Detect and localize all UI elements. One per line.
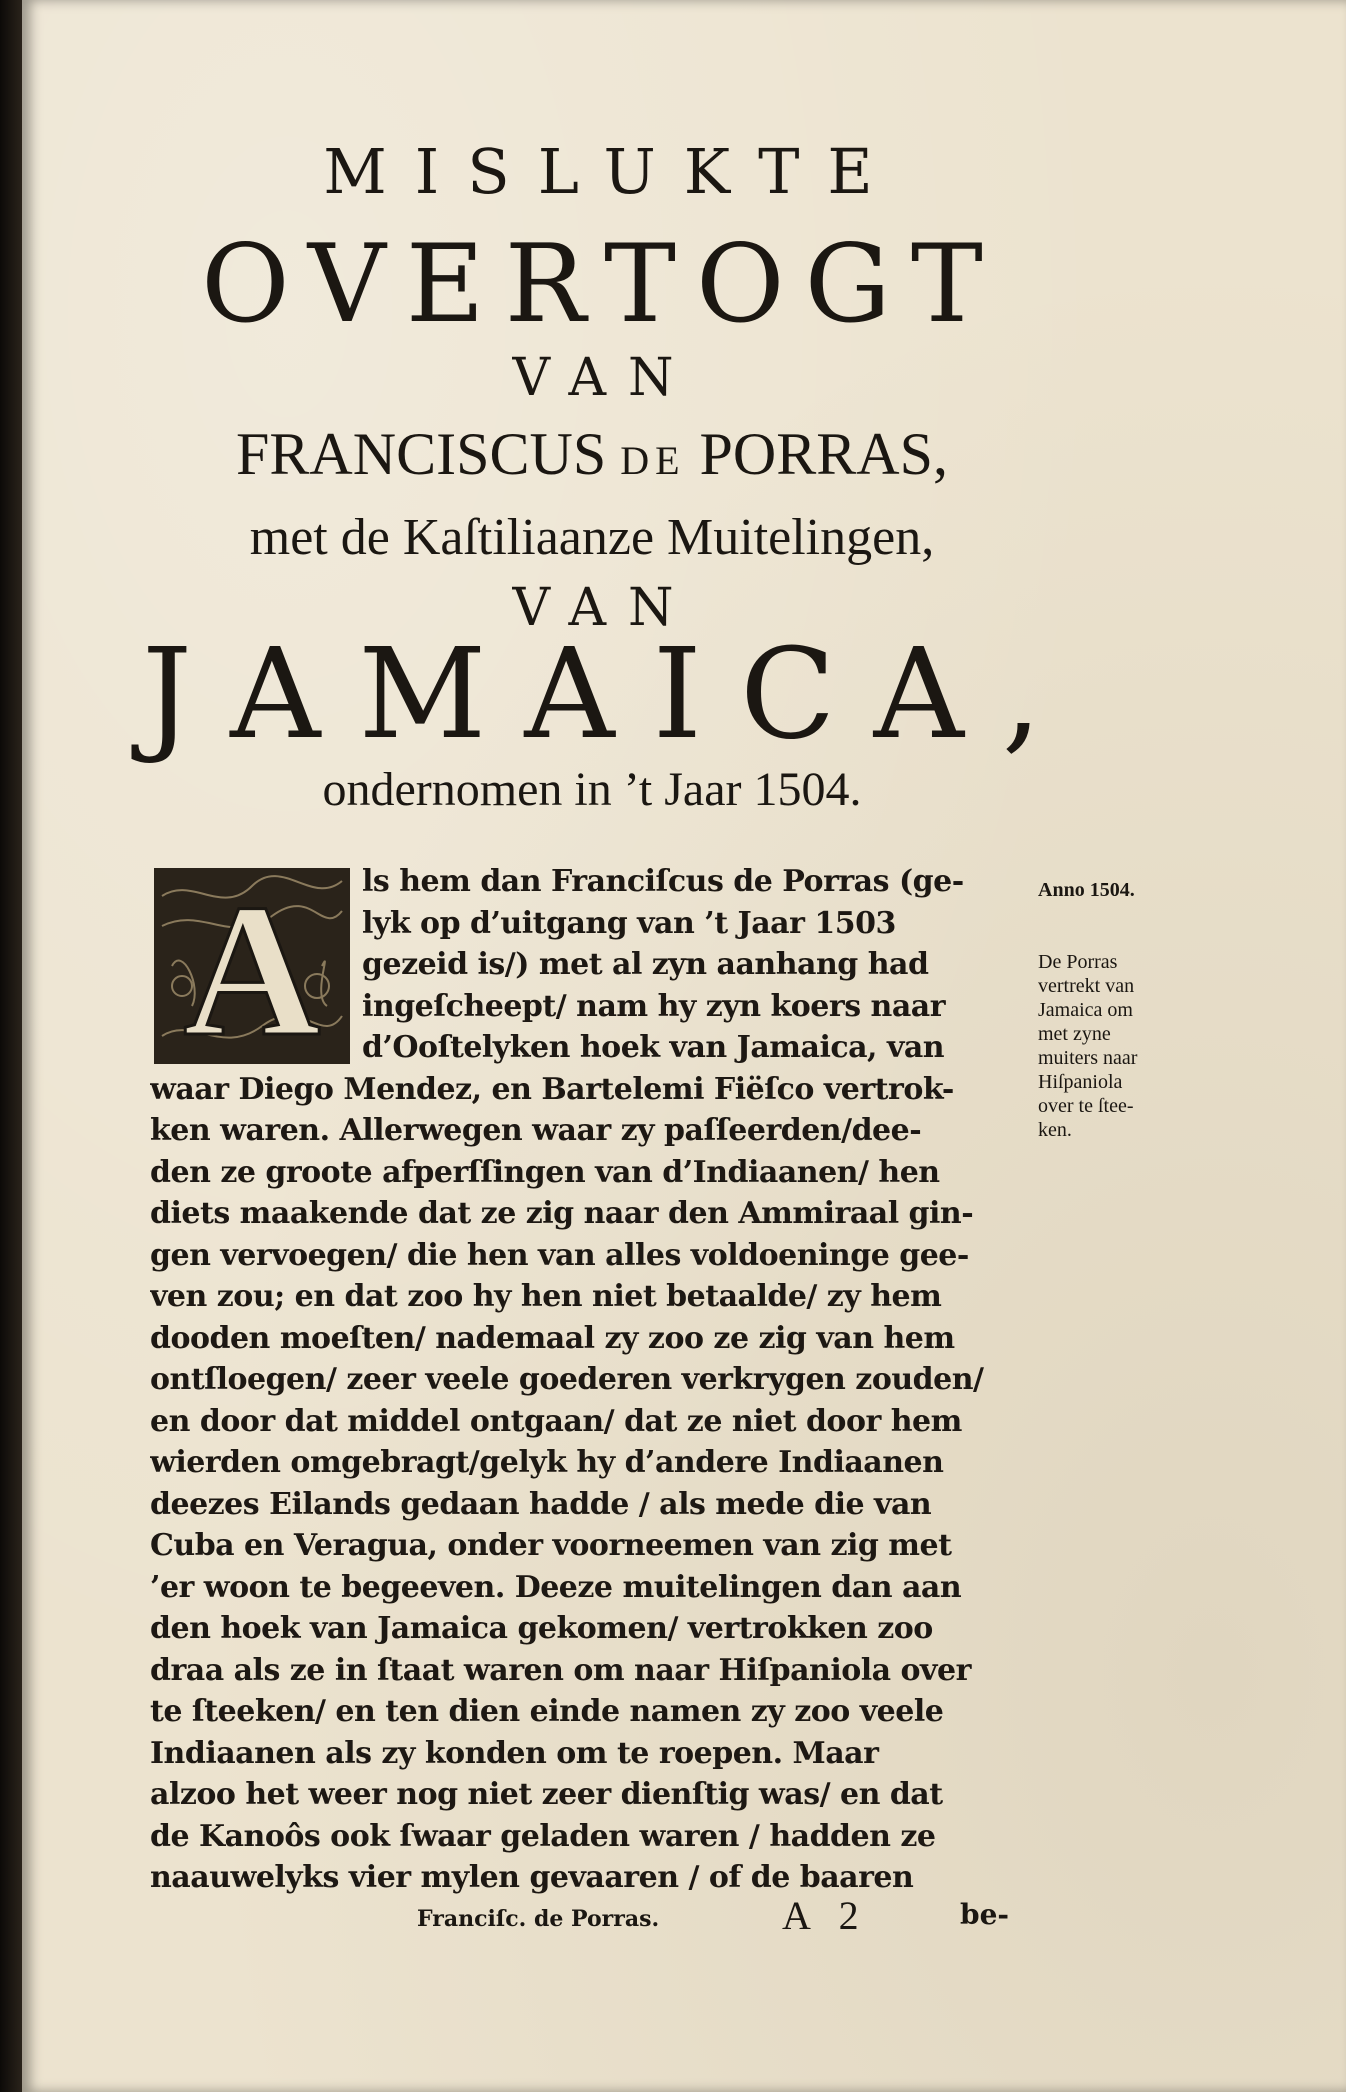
- body-line: den ze groote afperſſingen van d’Indiaanen/ hen: [150, 1154, 940, 1190]
- title-name-first: FRANCISCUS: [236, 421, 607, 487]
- book-gutter: [0, 0, 22, 2092]
- margin-note-line: muiters naar: [1038, 1047, 1138, 1069]
- initial-letter: A: [183, 866, 321, 1066]
- decorated-initial: [152, 866, 352, 1066]
- title-line-van: VAN: [512, 348, 696, 408]
- body-line: gen vervoegen/ die hen van alles voldoeninge gee-: [150, 1237, 969, 1273]
- body-line: ken waren. Allerwegen waar zy paſſeerden/dee-: [150, 1113, 922, 1148]
- body-line: de Kanoôs ook ſwaar geladen waren / hadden ze: [150, 1818, 936, 1854]
- body-line: ’er woon te begeeven. Deeze muitelingen dan aan: [150, 1569, 962, 1605]
- body-line: te ſteeken/ en ten dien einde namen zy zoo veele: [150, 1694, 944, 1729]
- body-line: ls hem dan Franciſcus de Porras (ge-: [362, 864, 964, 899]
- body-line: Indiaanen als zy konden om te roepen. Maar: [150, 1735, 879, 1771]
- body-line: den hoek van Jamaica gekomen/ vertrokken zoo: [150, 1611, 933, 1646]
- catchword: be-: [960, 1898, 1010, 1931]
- decorated-initial-art: [152, 866, 352, 1066]
- body-line: ingeſcheept/ nam hy zyn koers naar: [362, 988, 946, 1024]
- margin-note-line: Hiſpaniola: [1038, 1071, 1123, 1093]
- body-line: dooden moeſten/ nademaal zy zoo ze zig van hem: [150, 1320, 955, 1356]
- title-line-overtogt: OVERTOGT: [201, 222, 1003, 347]
- body-line: naauwelyks vier mylen gevaaren / of de baaren: [150, 1860, 914, 1895]
- page-signature-mark: A 2: [782, 1893, 869, 1938]
- margin-note-line: ken.: [1038, 1119, 1072, 1141]
- margin-note-line: De Porras: [1038, 951, 1118, 973]
- margin-note-line: Jamaica om: [1038, 999, 1133, 1021]
- title-line-mislukte: MISLUKTE: [323, 135, 901, 208]
- book-page: [22, 0, 1346, 2092]
- body-line: d’Ooſtelyken hoek van Jamaica, van: [362, 1030, 945, 1065]
- title-name-last: PORRAS,: [699, 421, 948, 487]
- body-line: Cuba en Veragua, onder voorneemen van zig met: [150, 1528, 952, 1563]
- margin-note-line: vertrekt van: [1038, 975, 1135, 997]
- body-line: ontſloegen/ zeer veele goederen verkrygen zouden/: [150, 1362, 984, 1397]
- margin-note-line: met zyne: [1038, 1023, 1111, 1045]
- body-line: gezeid is/) met al zyn aanhang had: [362, 947, 929, 982]
- margin-note-line: over te ſtee-: [1038, 1095, 1134, 1117]
- body-line: waar Diego Mendez, en Bartelemi Fiëſco vertrok-: [150, 1071, 954, 1107]
- title-line-van-2: VAN: [512, 578, 696, 638]
- title-line-jamaica: JAMAICA,: [142, 622, 1080, 767]
- body-line: wierden omgebragt/gelyk hy d’andere Indiaanen: [150, 1445, 944, 1480]
- margin-note-year: Anno 1504.: [1038, 879, 1135, 901]
- body-line: deezes Eilands gedaan hadde / als mede die van: [150, 1486, 932, 1522]
- body-line: ven zou; en dat zoo hy hen niet betaalde/ zy hem: [150, 1279, 942, 1314]
- body-line: en door dat middel ontgaan/ dat ze niet door hem: [150, 1403, 962, 1439]
- body-line: lyk op d’uitgang van ’t Jaar 1503: [362, 905, 896, 941]
- body-line: diets maakende dat ze zig naar den Ammiraal gin-: [150, 1196, 974, 1231]
- body-line: alzoo het weer nog niet zeer dienſtig was/ en dat: [150, 1777, 943, 1812]
- footer-signature: Franciſc. de Porras.: [417, 1906, 660, 1932]
- title-line-muitelingen: met de Kaſtiliaanze Muitelingen,: [249, 509, 935, 566]
- title-line-year: ondernomen in ’t Jaar 1504.: [322, 763, 862, 816]
- title-name-de: DE: [620, 438, 686, 483]
- body-line: draa als ze in ſtaat waren om naar Hiſpaniola over: [150, 1652, 971, 1688]
- title-line-franciscus: [142, 420, 1042, 489]
